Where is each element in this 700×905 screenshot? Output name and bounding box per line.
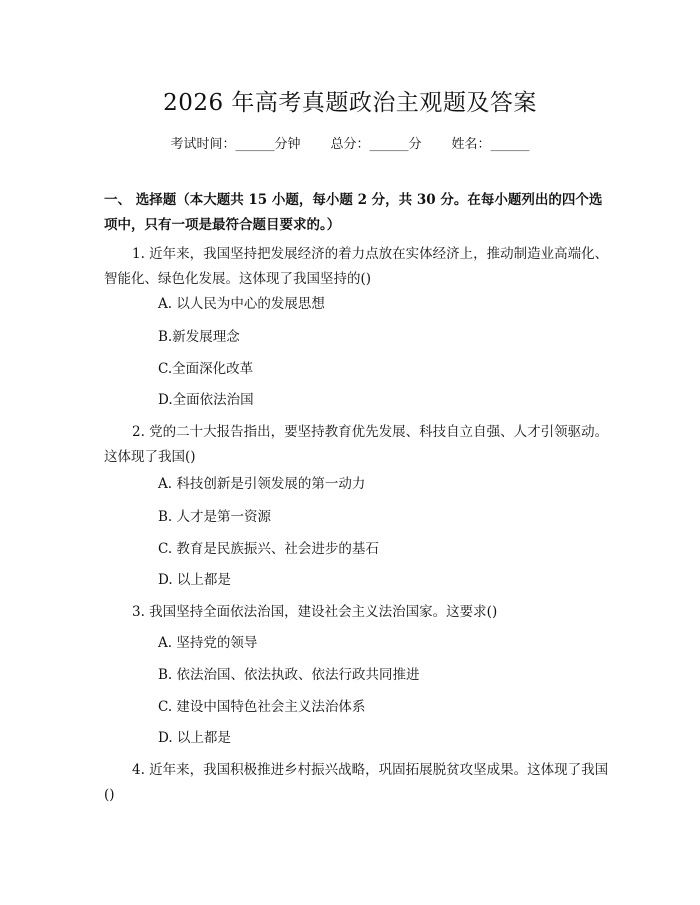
question-2-option-d: D. 以上都是 <box>158 572 231 588</box>
question-1-option-c: C.全面深化改革 <box>158 361 254 377</box>
question-3-option-a: A. 坚持党的领导 <box>158 635 258 651</box>
exam-time-field: 考试时间：______分钟 <box>170 137 301 152</box>
question-3-stem: 3. 我国坚持全面依法治国，建设社会主义法治国家。这要求() <box>132 604 498 620</box>
question-2-option-a: A. 科技创新是引领发展的第一动力 <box>158 476 366 492</box>
exam-meta-line <box>0 133 700 152</box>
question-1-stem: 1. 近年来，我国坚持把发展经济的着力点放在实体经济上，推动制造业高端化、智能化、绿色化发展。这体现了我国坚持的() <box>104 246 609 287</box>
question-2-stem: 2. 党的二十大报告指出，要坚持教育优先发展、科技自立自强、人才引领驱动。这体现了我国() <box>104 424 609 465</box>
question-2-option-c: C. 教育是民族振兴、社会进步的基石 <box>158 541 379 557</box>
student-name-field: 姓名：______ <box>451 137 530 152</box>
question-3-option-c: C. 建设中国特色社会主义法治体系 <box>158 699 366 715</box>
question-1-option-a: A. 以人民为中心的发展思想 <box>158 296 325 312</box>
total-score-field: 总分：______分 <box>330 137 422 152</box>
question-4-stem: 4. 近年来，我国积极推进乡村振兴战略，巩固拓展脱贫攻坚成果。这体现了我国() <box>104 762 609 803</box>
question-1-option-b: B.新发展理念 <box>158 329 240 345</box>
question-3-option-b: B. 依法治国、依法执政、依法行政共同推进 <box>158 667 420 683</box>
question-1-option-d: D.全面依法治国 <box>158 392 254 408</box>
question-3-option-d: D. 以上都是 <box>158 730 231 746</box>
page-title: 2026 年高考真题政治主观题及答案 <box>163 90 537 116</box>
question-2-option-b: B. 人才是第一资源 <box>158 509 272 525</box>
section-heading: 一、 选择题（本大题共 15 小题，每小题 2 分，共 30 分。在每小题列出的四个选项中，只有一项是最符合题目要求的。） <box>104 192 603 233</box>
